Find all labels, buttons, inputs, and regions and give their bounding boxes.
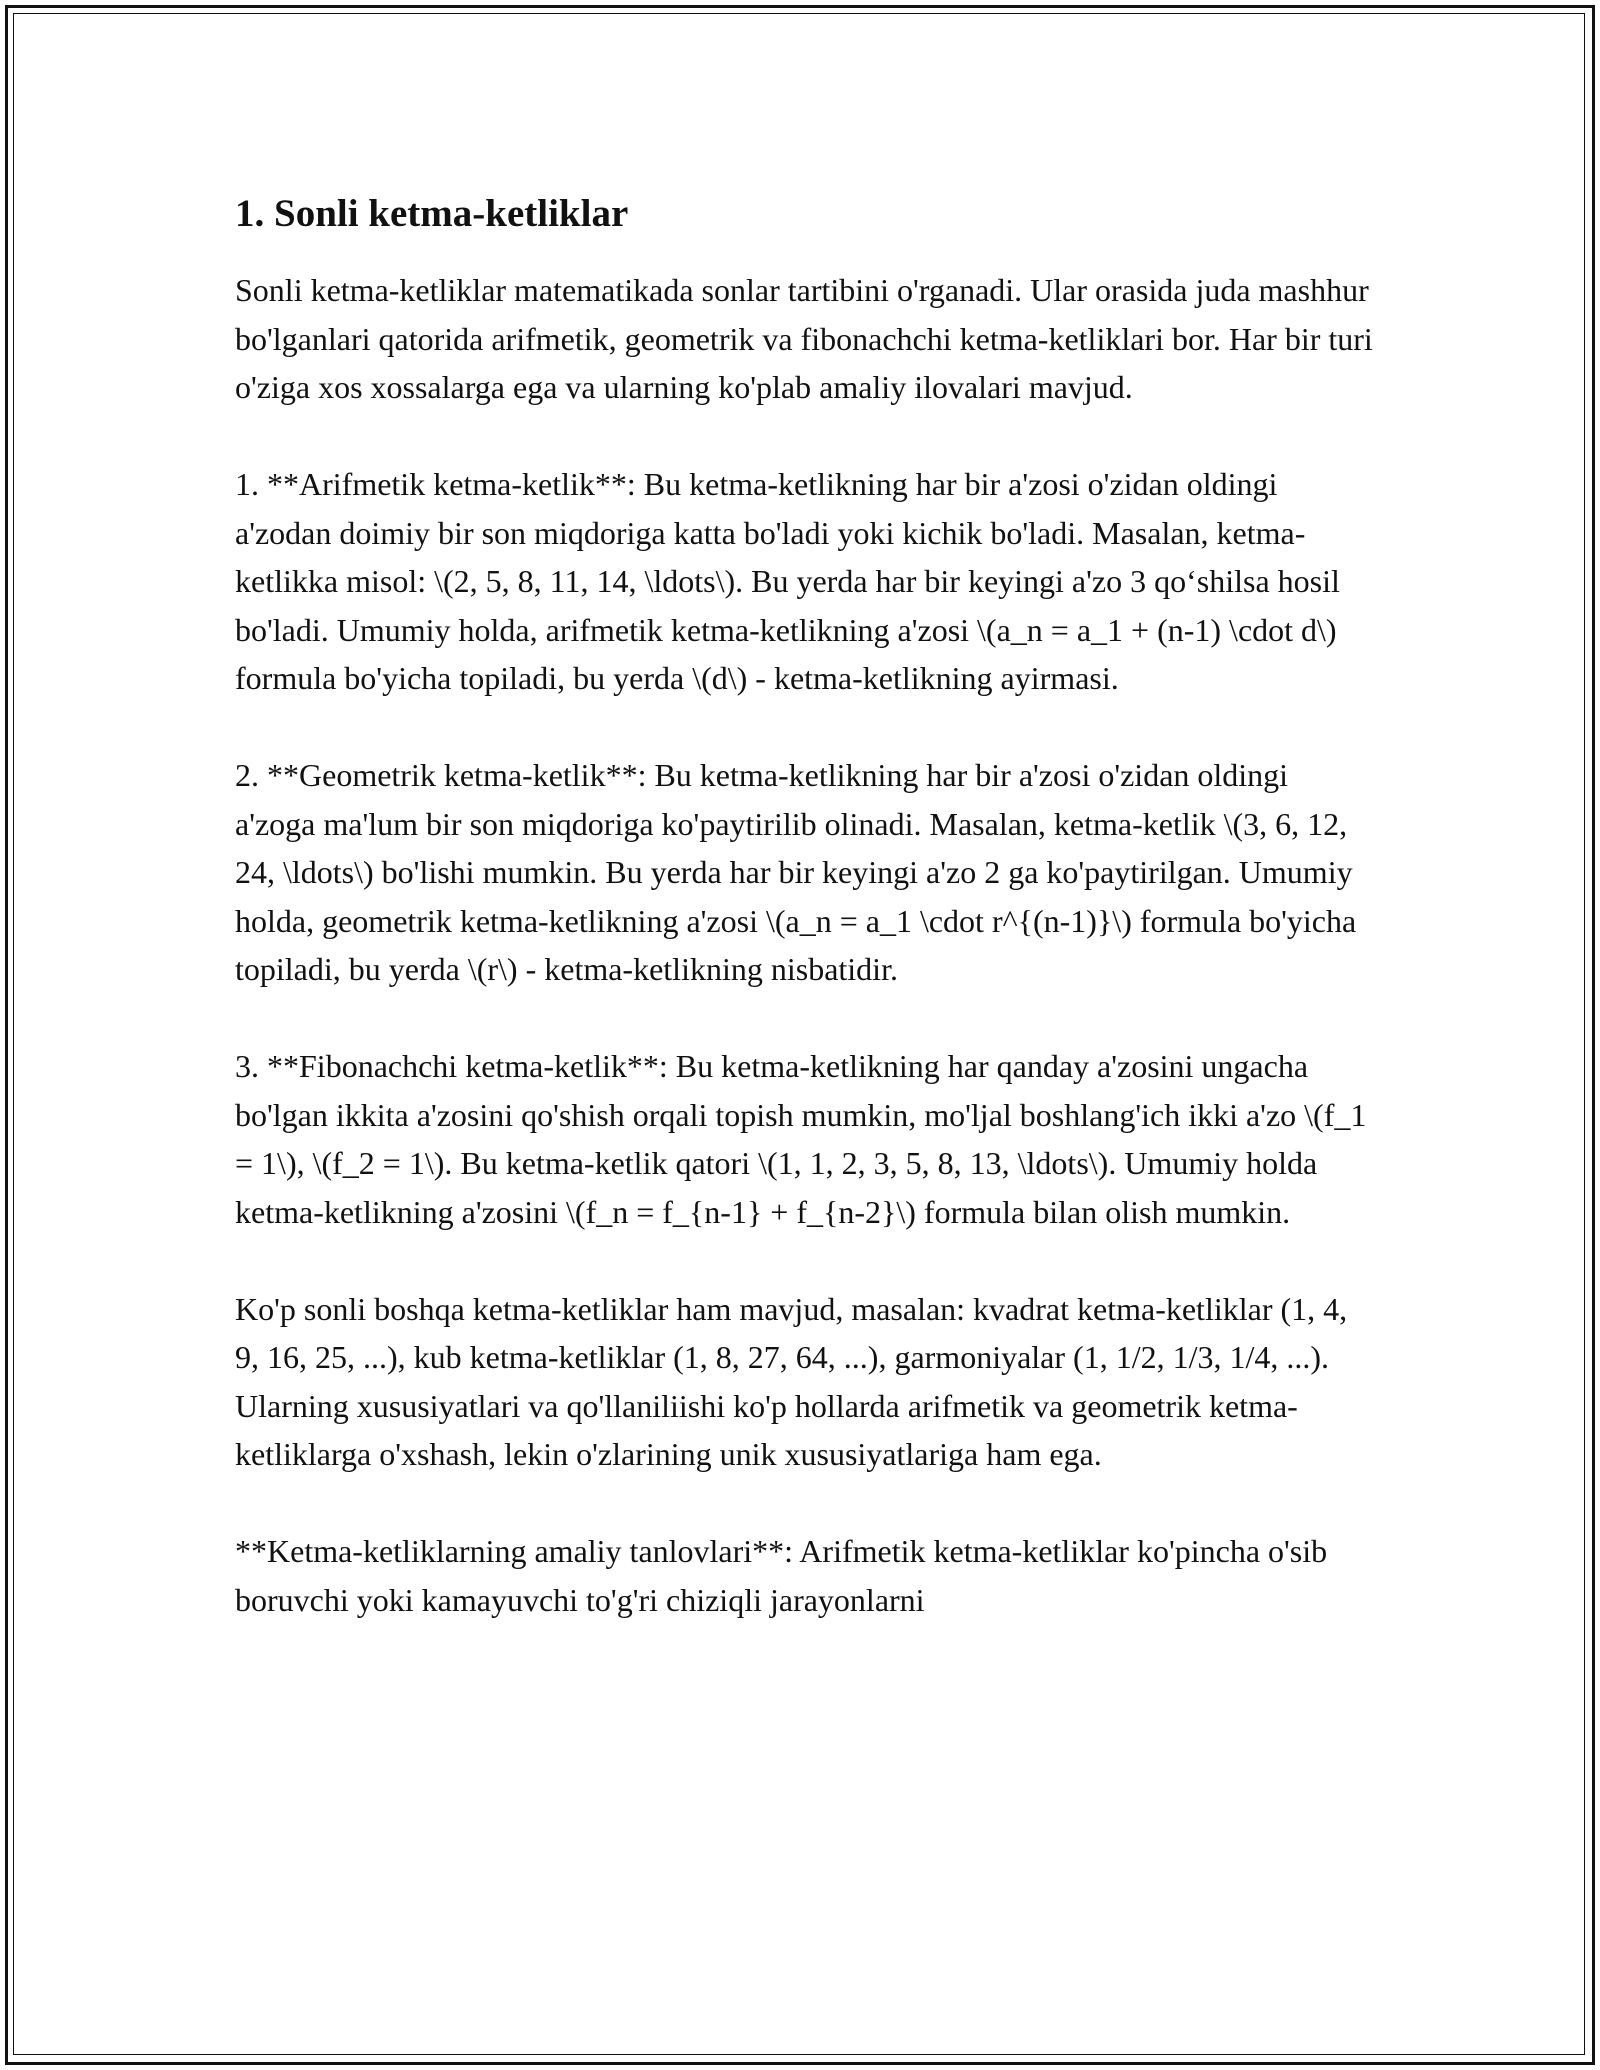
arithmetic-sequence-paragraph: 1. **Arifmetik ketma-ketlik**: Bu ketma-ketlikning har bir a'zosi o'zidan oldingi a'zodan doimiy bir son miqdoriga katta bo'ladi yoki kichik bo'ladi. Masalan, ketma-ketlikka misol: \(2, 5, 8, 11, 14, \ldots\). Bu yerda har bir keyingi a'zo 3 qo‘shilsa hosil bo'ladi. Umumiy holda, arifmetik ketma-ketlikning a'zosi \(a_n = a_1 + (n-1) \cdot d\) formula bo'yicha topiladi, bu yerda \(d\) - ketma-ketlikning ayirmasi. (235, 466, 1340, 696)
other-sequences-paragraph: Ko'p sonli boshqa ketma-ketliklar ham mavjud, masalan: kvadrat ketma-ketliklar (1, 4, 9, 16, 25, ...), kub ketma-ketliklar (1, 8, 27, 64, ...), garmoniyalar (1, 1/2, 1/3, 1/4, ...). Ularning xususiyatlari va qo'llaniliishi ko'p hollarda arifmetik va geometrik ketma-ketliklarga o'xshash, lekin o'zlarining unik xususiyatlariga ham ega. (235, 1290, 1348, 1472)
intro-paragraph: Sonli ketma-ketliklar matematikada sonlar tartibini o'rganadi. Ular orasida juda mashhur bo'lganlari qatorida arifmetik, geometrik va fibonachchi ketma-ketliklari bor. Har bir turi o'ziga xos xossalarga ega va ularning ko'plab amaliy ilovalari mavjud. (235, 272, 1373, 405)
fibonacci-sequence-paragraph: 3. **Fibonachchi ketma-ketlik**: Bu ketma-ketlikning har qanday a'zosini ungacha bo'lgan ikkita a'zosini qo'shish orqali topish mumkin, mo'ljal boshlang'ich ikki a'zo \(f_1 = 1\), \(f_2 = 1\). Bu ketma-ketlik qatori \(1, 1, 2, 3, 5, 8, 13, \ldots\). Umumiy holda ketma-ketlikning a'zosini \(f_n = f_{n-1} + f_{n-2}\) formula bilan olish mumkin. (235, 1048, 1367, 1230)
practical-applications-paragraph: **Ketma-ketliklarning amaliy tanlovlari**: Arifmetik ketma-ketliklar ko'pincha o'sib boruvchi yoki kamayuvchi to'g'ri chiziqli jarayonlarni (235, 1533, 1328, 1618)
geometric-sequence-paragraph: 2. **Geometrik ketma-ketlik**: Bu ketma-ketlikning har bir a'zosi o'zidan oldingi a'zoga ma'lum bir son miqdoriga ko'paytirilib olinadi. Masalan, ketma-ketlik \(3, 6, 12, 24, \ldots\) bo'lishi mumkin. Bu yerda har bir keyingi a'zo 2 ga ko'paytirilgan. Umumiy holda, geometrik ketma-ketlikning a'zosi \(a_n = a_1 \cdot r^{(n-1)}\) formula bo'yicha topiladi, bu yerda \(r\) - ketma-ketlikning nisbatidir. (235, 757, 1357, 987)
document-title: 1. Sonli ketma-ketliklar (235, 192, 629, 235)
document-body (235, 180, 1375, 1673)
